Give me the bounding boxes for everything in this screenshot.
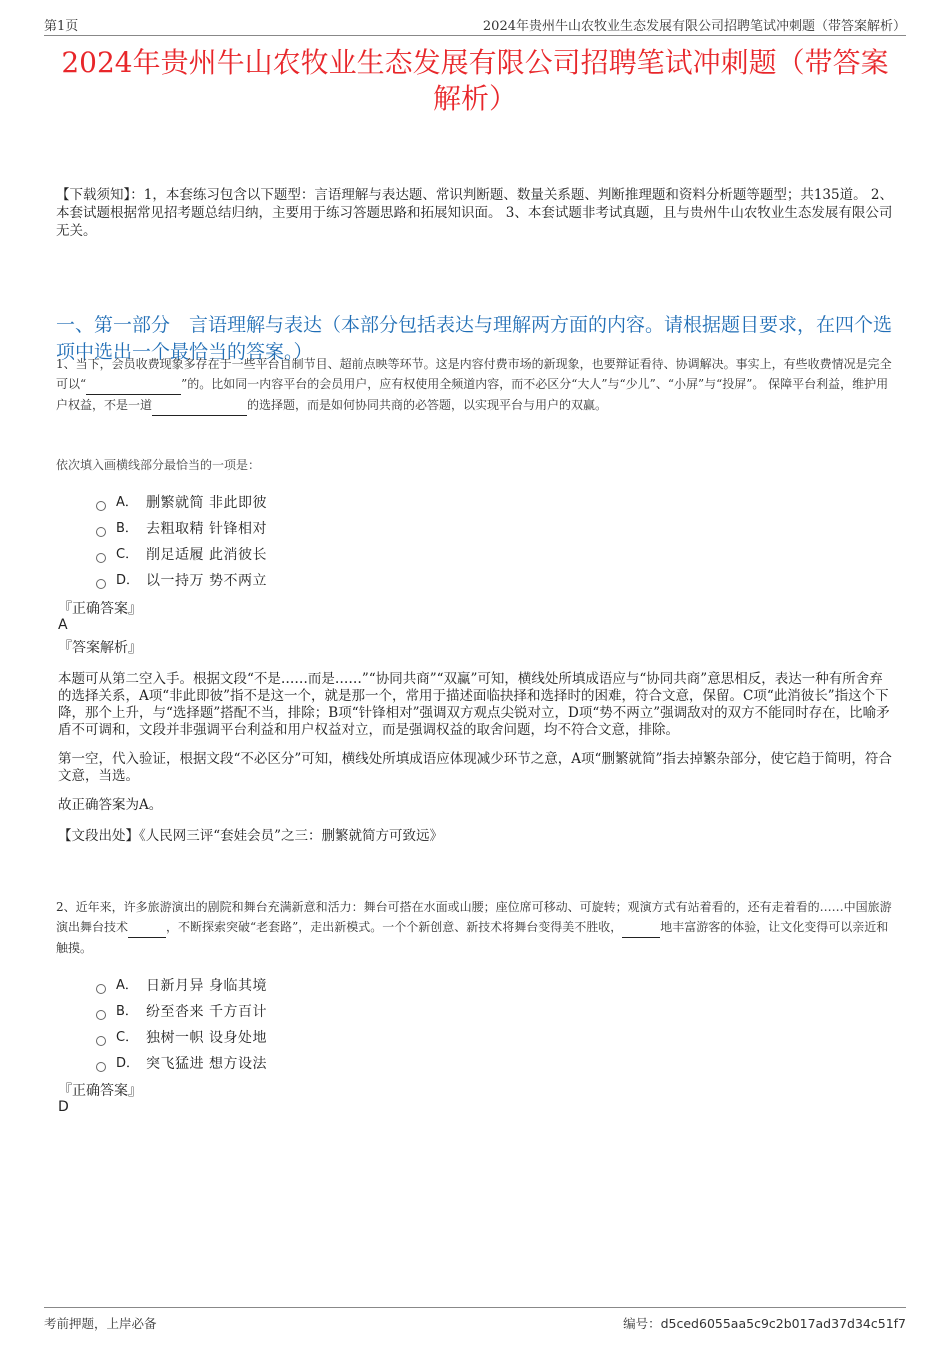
option-text: 纷至沓来 千方百计 [146, 1004, 267, 1020]
header-doc-title: 2024年贵州牛山农牧业生态发展有限公司招聘笔试冲刺题（带答案解析） [482, 19, 906, 34]
option-b[interactable] [96, 516, 267, 542]
analysis-paragraph: 第一空，代入验证，根据文段“不必区分”可知，横线处所填成语应体现减少环节之意，A项“删繁就简”指去掉繁杂部分，使它趋于简明，符合文意，当选。 [58, 751, 892, 784]
option-letter: A． [116, 978, 138, 993]
option-letter: A． [116, 495, 138, 510]
option-letter: C． [116, 547, 139, 562]
question-2-stem [56, 897, 900, 958]
page-number: 第1页 [44, 19, 79, 34]
option-c[interactable] [96, 542, 267, 568]
question-1-prompt: 依次填入画横线部分最恰当的一项是： [56, 458, 261, 472]
analysis-conclusion: 故正确答案为A。 [58, 797, 163, 813]
answer-label: 『正确答案』 [58, 601, 142, 617]
question-1-stem [56, 354, 900, 416]
option-text: 削足适履 此消彼长 [146, 547, 267, 563]
answer-blank [152, 395, 247, 416]
answer-blank [622, 917, 660, 938]
question-1-text-c: 的选择题，而是如何协同共商的必答题，以实现平台与用户的双赢。 [247, 398, 608, 412]
option-letter: B． [116, 1004, 138, 1019]
question-1-text-b: ”的。比如同一内容平台的会员用户，应有权使用全频道内容，而不必区分“大人”与“少儿”、“小屏”与“投屏”。 保障平台利益，维护用户权益，不是一道 [56, 377, 889, 412]
document-code [623, 1314, 906, 1332]
footer-slogan: 考前押题，上岸必备 [44, 1316, 157, 1331]
radio-icon[interactable] [96, 1036, 106, 1046]
question-2-text-c: 地丰富游客的体验，让文化变得可以亲近和触摸。 [56, 920, 889, 955]
section-heading: 一、第一部分 言语理解与表达（本部分包括表达与理解两方面的内容。请根据题目要求，在四个选项中选出一个最恰当的答案。） [56, 314, 893, 363]
radio-icon[interactable] [96, 579, 106, 589]
option-text: 以一持万 势不两立 [146, 573, 267, 589]
page-footer [44, 1307, 906, 1336]
option-b[interactable] [96, 999, 267, 1025]
option-letter: D． [116, 573, 140, 588]
option-text: 独树一帜 设身处地 [146, 1030, 267, 1046]
answer-blank [86, 374, 181, 395]
document-title: 2024年贵州牛山农牧业生态发展有限公司招聘笔试冲刺题（带答案解析） [61, 46, 889, 115]
code-value: d5ced6055aa5c9c2b017ad37d34c51f7 [660, 1316, 906, 1331]
question-2-text-b: ，不断探索突破“老套路”，走出新模式。一个个新创意、新技术将舞台变得美不胜收， [166, 920, 623, 934]
radio-icon[interactable] [96, 553, 106, 563]
question-2-options [96, 973, 267, 1077]
option-text: 去粗取精 针锋相对 [146, 521, 267, 537]
code-label: 编号： [623, 1316, 661, 1331]
option-a[interactable] [96, 490, 267, 516]
analysis-label: 『答案解析』 [58, 640, 142, 656]
analysis-body [58, 671, 895, 845]
question-2-text-a: 2、近年来，许多旅游演出的剧院和舞台充满新意和活力：舞台可搭在水面或山腰；座位席可移动、可旋转；观演方式有站着看的，还有走着看的……中国旅游演出舞台技术 [56, 900, 892, 934]
option-text: 突飞猛进 想方设法 [146, 1056, 267, 1072]
answer-blank [128, 917, 166, 938]
option-text: 删繁就简 非此即彼 [146, 495, 267, 511]
radio-icon[interactable] [96, 984, 106, 994]
answer-label: 『正确答案』 [58, 1083, 142, 1099]
option-letter: D． [116, 1056, 140, 1071]
radio-icon[interactable] [96, 501, 106, 511]
download-notice: 【下载须知】：1，本套练习包含以下题型：言语理解与表达题、常识判断题、数量关系题、判断推理题和资料分析题等题型；共135道。 2、本套试题根据常见招考题总结归纳，主要用于练习答题思路和拓展知识面。 3、本套试题非考试真题，且与贵州牛山农牧业生态发展有限公司无关。 [56, 187, 893, 239]
option-c[interactable] [96, 1025, 267, 1051]
option-d[interactable] [96, 1051, 267, 1077]
analysis-paragraph: 本题可从第二空入手。根据文段“不是……而是……”“协同共商”“双赢”可知，横线处所填成语应与“协同共商”意思相反，表达一种有所舍弃的选择关系，A项“非此即彼”指不是这一个，就是那一个，常用于描述面临抉择和选择时的困难，符合文意，保留。C项“此消彼长”指这个下降，那个上升，与“选择题”搭配不当，排除；B项“针锋相对”强调双方观点尖锐对立，D项“势不两立”强调敌对的双方不能同时存在，比喻矛盾不可调和，文段并非强调平台利益和用户权益对立，而是强调权益的取舍问题，均不符合文意，排除。 [58, 671, 890, 738]
option-d[interactable] [96, 568, 267, 594]
answer-value: A [58, 617, 68, 633]
source-citation: 【文段出处】《人民网三评“套娃会员”之三：删繁就简方可致远》 [58, 828, 444, 844]
option-text: 日新月异 身临其境 [146, 978, 267, 994]
option-a[interactable] [96, 973, 267, 999]
question-1-text-a: 1、当下，会员收费现象多存在于一些平台自制节目、超前点映等环节。这是内容付费市场的新现象，也要辩证看待、协调解决。事实上，有些收费情况是完全可以“ [56, 357, 892, 391]
radio-icon[interactable] [96, 1062, 106, 1072]
answer-value: D [58, 1099, 69, 1115]
option-letter: C． [116, 1030, 139, 1045]
radio-icon[interactable] [96, 1010, 106, 1020]
option-letter: B． [116, 521, 138, 536]
page-header [44, 13, 906, 36]
radio-icon[interactable] [96, 527, 106, 537]
question-1-options [96, 490, 267, 594]
